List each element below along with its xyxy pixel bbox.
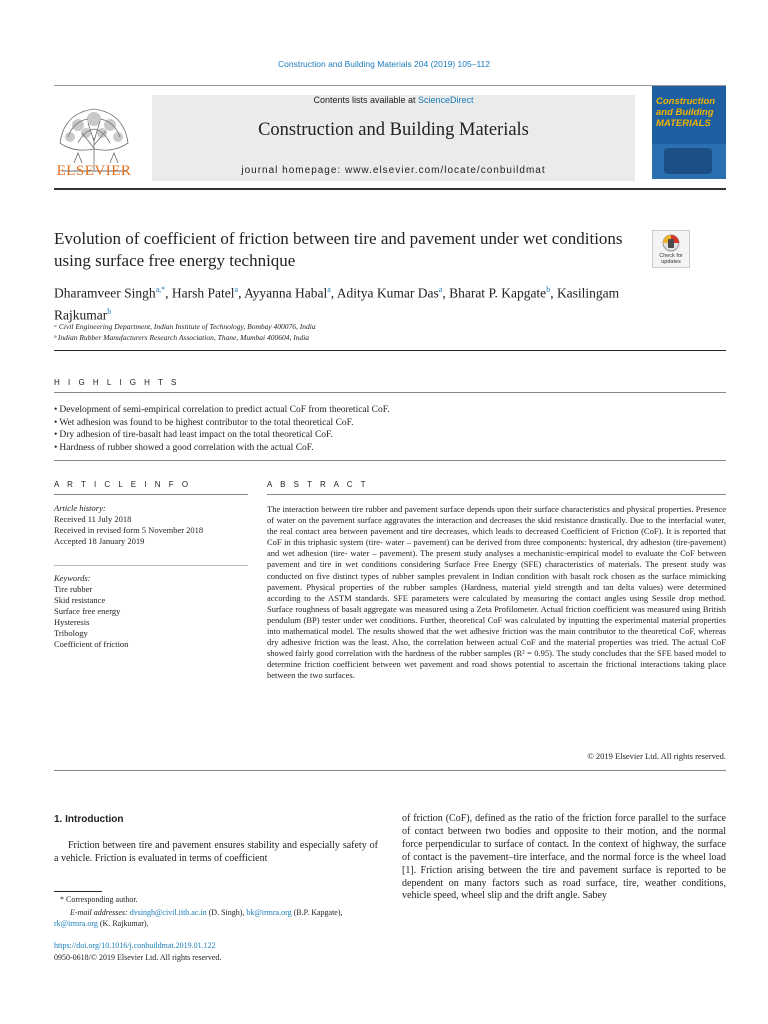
keyword: Coefficient of friction xyxy=(54,639,129,649)
highlights-heading: H I G H L I G H T S xyxy=(54,378,180,387)
article-info-rule xyxy=(54,494,248,495)
abstract-copyright: © 2019 Elsevier Ltd. All rights reserved. xyxy=(587,751,726,761)
keyword: Tribology xyxy=(54,628,88,638)
sciencedirect-link[interactable]: ScienceDirect xyxy=(418,95,474,105)
history-revised: Received in revised form 5 November 2018 xyxy=(54,525,204,535)
author-affiliation-marker[interactable]: a,* xyxy=(155,285,166,294)
author-name[interactable]: Aditya Kumar Das xyxy=(336,285,439,301)
journal-title: Construction and Building Materials xyxy=(258,120,529,140)
masthead-divider xyxy=(54,188,726,190)
email-label: E-mail addresses: xyxy=(70,908,128,917)
journal-citation[interactable]: Construction and Building Materials 204 (2019) 105–112 xyxy=(277,59,490,69)
author-name[interactable]: Dharamveer Singh xyxy=(54,285,156,301)
journal-cover-thumbnail[interactable] xyxy=(652,86,726,179)
corresponding-author-note: * Corresponding author. xyxy=(60,895,138,904)
footnote-rule xyxy=(54,891,102,892)
cover-title: Construction and Building MATERIALS xyxy=(656,96,716,129)
publisher-name: ELSEVIER xyxy=(56,163,132,179)
author-affiliation-marker[interactable]: a xyxy=(327,285,331,294)
body-paragraph-right: of friction (CoF), defined as the ratio of the friction force parallel to the surface of contact between two bodies and opposite to their motion, and the normal force perpendicular to surface of contact. In the context of highway, the surface of contact is the pavement–tire interface, and the normal force is the wheel load [1]. Friction arising between the tire and pavement surface is reported to be dependent on many factors such as road surface, tire, weather conditions, vehicle speed, wheel slip and the drift angle. Sabey xyxy=(402,813,726,902)
history-accepted: Accepted 18 January 2019 xyxy=(54,536,145,546)
keyword: Surface free energy xyxy=(54,606,121,616)
keyword: Tire rubber xyxy=(54,584,93,594)
email-link[interactable]: dvsingh@civil.iitb.ac.in xyxy=(129,908,207,917)
keywords-title: Keywords: xyxy=(54,573,91,583)
author-name[interactable]: Harsh Patel xyxy=(171,285,235,301)
body-paragraph-left: Friction between tire and pavement ensures stability and especially safety of a vehicle. Friction is evaluated in terms of coefficient xyxy=(54,840,378,864)
article-info-heading: A R T I C L E I N F O xyxy=(54,480,192,489)
issn-copyright: 0950-0618/© 2019 Elsevier Ltd. All rights reserved. xyxy=(54,953,222,962)
section-heading-introduction: 1. Introduction xyxy=(54,814,124,825)
keyword: Hysteresis xyxy=(54,617,90,627)
highlights-list xyxy=(54,404,726,454)
author-affiliation-marker[interactable]: b xyxy=(546,285,551,294)
history-received: Received 11 July 2018 xyxy=(54,514,132,524)
author-list: Dharamveer Singh$^{a,*}$, Harsh Patel$^a$, Ayyanna Habal$^a$, Aditya Kumar Das$^a$, Bharat P. Kapgate$^b$, Kasilingam Rajkumar$^b$ xyxy=(54,285,620,322)
abstract-heading: A B S T R A C T xyxy=(267,480,369,489)
highlights-rule xyxy=(54,392,726,393)
affiliations xyxy=(54,321,674,343)
masthead-rule xyxy=(54,85,726,86)
highlight-item: • Hardness of rubber showed a good correlation with the actual CoF. xyxy=(54,442,726,455)
keywords-block xyxy=(54,573,254,650)
email-addresses xyxy=(54,907,378,929)
abstract-bottom-rule xyxy=(54,770,726,771)
highlight-item: • Development of semi-empirical correlation to predict actual CoF from theoretical CoF. xyxy=(54,404,726,417)
highlight-item: • Dry adhesion of tire-basalt had least impact on the total theoretical CoF. xyxy=(54,429,726,442)
section-divider xyxy=(54,350,726,351)
email-link[interactable]: bk@irmra.org xyxy=(246,908,292,917)
author-affiliation-marker[interactable]: b xyxy=(107,306,112,316)
author-name[interactable]: Kasilingam Rajkumar xyxy=(54,285,620,322)
email-owner: (B.P. Kapgate), xyxy=(293,908,343,917)
highlight-item: • Wet adhesion was found to be highest contributor to the total theoretical CoF. xyxy=(54,417,726,430)
affiliation-a: ᵃ Civil Engineering Department, Indian Institute of Technology, Bombay 400076, India xyxy=(54,322,316,331)
affiliation-b: ᵇ Indian Rubber Manufacturers Research Association, Thane, Mumbai 400604, India xyxy=(54,333,310,342)
contents-availability xyxy=(152,95,635,105)
author-name[interactable]: Bharat P. Kapgate xyxy=(449,285,547,301)
author-affiliation-marker[interactable]: a xyxy=(234,285,239,294)
journal-homepage[interactable]: journal homepage: www.elsevier.com/locate/conbuildmat xyxy=(241,165,546,176)
highlights-bottom-rule xyxy=(54,460,726,461)
author-name[interactable]: Ayyanna Habal xyxy=(244,285,328,301)
doi-link[interactable]: https://doi.org/10.1016/j.conbuildmat.2019.01.122 xyxy=(54,941,216,950)
contents-prefix: Contents lists available at xyxy=(313,95,419,105)
author-affiliation-marker[interactable]: a xyxy=(438,285,443,294)
keywords-rule xyxy=(54,565,248,566)
crossmark-label: Check for updates xyxy=(659,253,683,265)
abstract-text: The interaction between tire rubber and pavement surface depends upon their surface characteristics and physical properties. Presence of water on the pavement surface aggravates the interaction and decreases the skid resistance drastically. Due to the interfacial water, the real contact area between pavement and tire decreases, which leads to decreased Coefficient of Friction (CoF). It is reported that CoF in this triphasic system (tire- water – pavement) can be derived from three components: hysterical, dry adhesion (tire-pavement) and wet adhesion (tire- water – pavement). The present study analyses a mechanistic-empirical model to evaluate the CoF between pavement and tire in wet conditions considering Surface Free Energy (SFE) characteristics of materials. The present study was conducted on five distinct types of rubber samples prevalent in Indian condition with basalt rock chosen as the surface mimicking pavement. Physical properties of the rubber samples (Hardness, material yield strength and tan delta values) were determined according to the ASTM standards. SFE parameters were calculated by measuring the contact angles using Sessile drop method. Surface roughness of basalt aggregate was measured using a Zeta Profilometer. Actual friction coefficient was measured using British pendulum (BP) tester under wet conditions. Further, theoretical CoF was calculated by inputting the experimental material properties into mathematical model. The results showed that the wet adhesive friction was the main contributor to the theoretical CoF, whereas dry adhesive friction was the least. Also, the correlation between actual CoF and the material properties was tried. The actual CoF showed fairly good correlation with the hardness of the rubber samples (R² = 0.95). The study concludes that the SFE based model to determine friction coefficient between wet pavement and road shows potential to ascertain the frictional interactions taking place between the two surfaces. xyxy=(267,504,726,681)
keyword: Skid resistance xyxy=(54,595,106,605)
article-title: Evolution of coefficient of friction between tire and pavement under wet conditions using surface free energy technique xyxy=(54,229,623,270)
email-owner: (D. Singh), xyxy=(208,908,245,917)
abstract-rule xyxy=(267,494,726,495)
article-history xyxy=(54,503,254,547)
cover-image xyxy=(664,148,712,174)
history-title: Article history: xyxy=(54,503,106,513)
email-link[interactable]: rk@irmra.org xyxy=(54,919,98,928)
email-owner: (K. Rajkumar). xyxy=(99,919,149,928)
